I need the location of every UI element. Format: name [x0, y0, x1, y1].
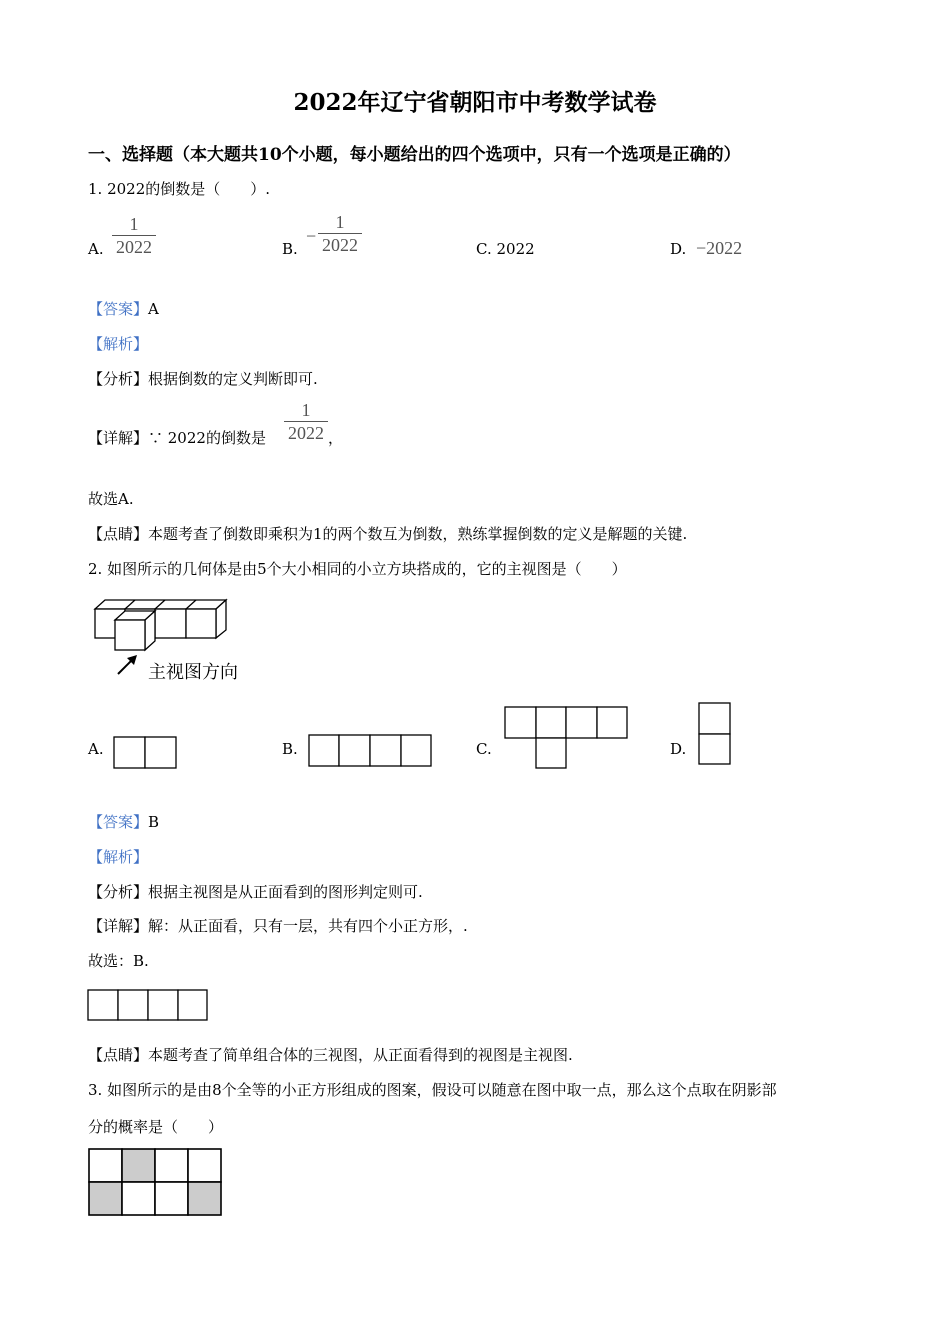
q1-stem: 1. 2022的倒数是（ ）. — [88, 180, 271, 198]
square — [699, 734, 730, 764]
q3-grid-figure — [87, 1147, 225, 1221]
q2-option-b-figure — [308, 733, 434, 769]
square — [597, 707, 627, 738]
answer-tag: 【答案】 — [88, 300, 149, 318]
answer-value: B — [148, 813, 160, 831]
answer-value: A — [148, 300, 159, 318]
q1-option-a-label: A. — [88, 240, 104, 258]
fraction-denominator: 2022 — [116, 237, 152, 257]
q2-answer — [88, 811, 159, 832]
q2-stem: 2. 如图所示的几何体是由5个大小相同的小立方块搭成的，它的主视图是（ ） — [88, 560, 627, 578]
back-cube-4 — [186, 609, 216, 638]
q2-option-c-label: C. — [476, 740, 492, 758]
fraction-numerator: 1 — [301, 400, 311, 420]
q2-fenxi: 【分析】根据主视图是从正面看到的图形判定则可. — [88, 883, 423, 901]
grid-square — [122, 1182, 155, 1215]
q1-xiangjie-fraction — [284, 400, 328, 443]
fraction-bar — [318, 233, 362, 234]
square — [370, 735, 401, 766]
shaded-square — [122, 1149, 155, 1182]
q2-analysis-tag: 【解析】 — [88, 848, 149, 866]
q1-option-d-value: −2022 — [696, 238, 743, 258]
shaded-square — [188, 1182, 221, 1215]
q2-option-a-figure — [113, 735, 179, 771]
q2-option-a-label: A. — [88, 740, 104, 758]
square — [536, 738, 566, 768]
front-cube — [115, 620, 145, 650]
square — [536, 707, 566, 738]
square — [88, 990, 118, 1020]
page-title: 2022年辽宁省朝阳市中考数学试卷 — [293, 89, 657, 116]
square — [178, 990, 207, 1020]
q2-dianjing: 【点睛】本题考查了简单组合体的三视图，从正面看得到的视图是主视图. — [88, 1046, 573, 1064]
q1-option-c: C. 2022 — [476, 240, 535, 258]
q1-choose: 故选A. — [88, 490, 134, 508]
grid-square — [188, 1149, 221, 1182]
q1-xiangjie-prefix: 【详解】∵ 2022的倒数是 — [88, 429, 266, 447]
q1-option-b-label: B. — [282, 240, 298, 258]
q1-option-b-sign: − — [306, 226, 317, 246]
q1-xiangjie-suffix: ， — [328, 429, 344, 447]
q1-answer — [88, 298, 159, 319]
q1-option-d-label: D. — [670, 240, 687, 258]
back-cube-3 — [155, 609, 186, 638]
grid-square — [155, 1149, 188, 1182]
grid-square — [89, 1149, 122, 1182]
square — [699, 703, 730, 734]
q1-fenxi: 【分析】根据倒数的定义判断即可. — [88, 370, 318, 388]
fraction-bar — [112, 235, 156, 236]
fraction-numerator: 1 — [129, 214, 139, 234]
grid-square — [155, 1182, 188, 1215]
q3-stem-line1: 3. 如图所示的是由8个全等的小正方形组成的图案，假设可以随意在图中取一点，那么这个点取在阴影部 — [88, 1081, 777, 1099]
square — [118, 990, 148, 1020]
q2-option-b-label: B. — [282, 740, 298, 758]
q2-option-d-figure — [697, 701, 733, 767]
section-heading: 一、选择题（本大题共10个小题，每小题给出的四个选项中，只有一个选项是正确的） — [88, 145, 741, 165]
square — [309, 735, 339, 766]
q1-analysis-tag: 【解析】 — [88, 335, 149, 353]
q1-dianjing: 【点睛】本题考查了倒数即乘积为1的两个数互为倒数，熟练掌握倒数的定义是解题的关键. — [88, 525, 688, 543]
square — [148, 990, 178, 1020]
shaded-square — [89, 1182, 122, 1215]
answer-tag: 【答案】 — [88, 813, 149, 831]
square — [566, 707, 597, 738]
q2-xiangjie: 【详解】解：从正面看，只有一层，共有四个小正方形，. — [88, 917, 468, 935]
q2-solution-figure — [87, 988, 211, 1024]
q2-option-c-figure — [503, 705, 631, 771]
fraction-numerator: 1 — [335, 212, 345, 232]
q1-option-a-fraction — [112, 214, 156, 257]
fraction-denominator: 2022 — [322, 235, 358, 255]
fraction-bar — [284, 421, 328, 422]
q2-choose: 故选：B. — [88, 952, 149, 970]
square — [401, 735, 431, 766]
square — [145, 737, 176, 768]
q2-option-d-label: D. — [670, 740, 687, 758]
fraction-denominator: 2022 — [288, 423, 324, 443]
square — [505, 707, 536, 738]
q3-stem-line2: 分的概率是（ ） — [88, 1118, 224, 1136]
square — [339, 735, 370, 766]
q2-figure-label: 主视图方向 — [148, 662, 238, 683]
q1-option-b-fraction — [318, 212, 362, 255]
square — [114, 737, 145, 768]
